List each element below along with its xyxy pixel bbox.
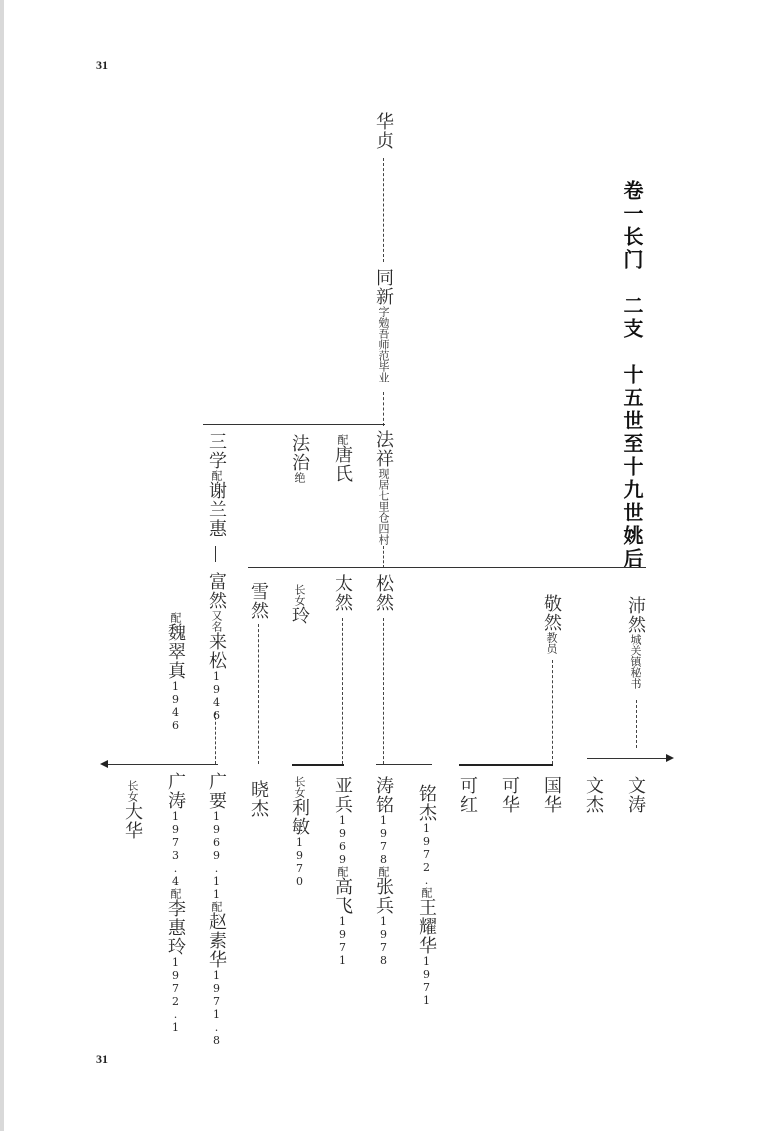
person-tai-ran: 太然 [332,574,353,612]
lineage-line [258,624,259,764]
lineage-line [636,700,637,748]
person-tang-shi: 配唐氏 [332,434,353,483]
person-song-ran: 松然 [373,574,394,612]
person-san-xue: 三学配谢兰惠 [206,432,227,538]
person-ling: 长女玲 [289,584,310,625]
page-number-bottom: 31 [96,1052,108,1066]
lineage-line [552,660,553,764]
person-guang-tao: 广涛1973.4配李惠玲1972.1 [165,772,186,1034]
person-ming-jie: 铭杰1972.配王耀华1971 [416,784,437,1007]
person-fa-zhi: 法治绝 [289,434,310,483]
person-li-min: 长女利敏1970 [289,776,310,888]
lineage-line [342,618,343,764]
person-ke-hong: 可红 [457,776,478,814]
person-jing-ran: 敬然教员 [541,594,562,654]
person-hua-zhen: 华贞 [373,112,394,150]
person-xue-ran: 雪然 [248,582,269,620]
person-tao-ming: 涛铭1978配张兵1978 [373,776,394,967]
person-pei-ran: 沛然城关镇秘书 [625,596,646,689]
lineage-line [383,392,384,426]
person-guo-hua: 国华 [541,776,562,814]
page-title: 卷一长门 二支 十五世至十九世姚后 [620,180,644,571]
sibling-bar-song-ran [376,764,432,765]
lineage-line [215,546,216,562]
person-fa-xiang: 法祥现居七里仓四村 [373,430,394,545]
person-fu-ran: 富然又名来松1946 [206,572,227,722]
person-name: 同新 [373,268,394,306]
person-note: 字勉吾师范毕业 [377,306,390,383]
arrow-right-icon [666,754,674,762]
sibling-bar-tai-ran [292,764,344,766]
page-edge [0,0,4,1131]
person-wei-cui-zhen: 配魏翠真1946 [165,612,186,732]
sibling-bar-jing-ran [459,764,553,766]
lineage-line [383,618,384,764]
person-da-hua: 长女大华 [122,780,143,840]
arrow-left-icon [100,760,108,768]
sibling-bar-pei-ran [587,758,667,759]
person-wen-tao: 文涛 [625,776,646,814]
person-ke-hua: 可华 [499,776,520,814]
person-xiao-jie: 晓杰 [248,780,269,818]
person-tong-xin [374,268,392,383]
person-ya-bing: 亚兵1969配高飞1971 [332,776,353,967]
sibling-bar-fu-ran [108,764,218,765]
person-guang-yao: 广要1969.11配赵素华1971.8 [206,772,227,1047]
lineage-line [215,712,216,764]
sibling-bar-gen17 [203,424,385,425]
person-wen-jie: 文杰 [583,776,604,814]
page-number-top: 31 [96,58,108,72]
lineage-line [383,158,384,262]
sibling-bar-gen18 [248,567,646,568]
lineage-line [383,546,384,568]
